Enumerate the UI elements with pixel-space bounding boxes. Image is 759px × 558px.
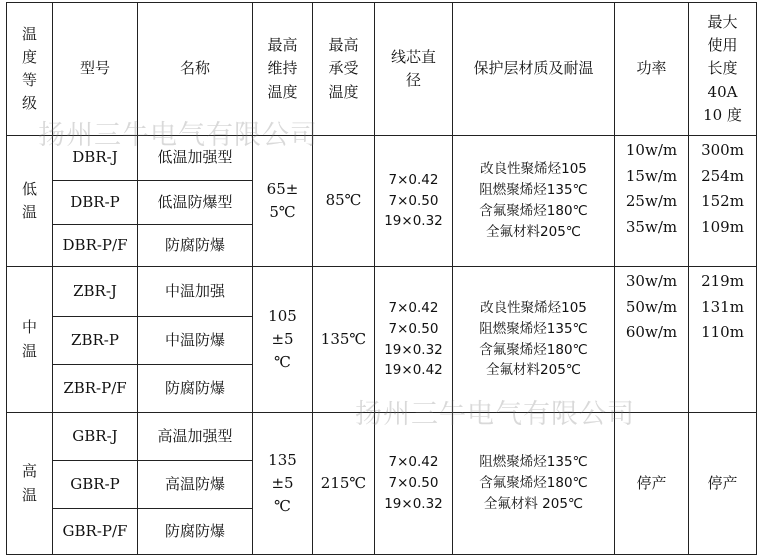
header-name: 名称 <box>138 3 253 136</box>
name-cell: 高温防爆 <box>138 461 253 509</box>
model-cell: DBR-J <box>53 136 138 181</box>
name-cell: 防腐防爆 <box>138 225 253 267</box>
name-cell: 低温加强型 <box>138 136 253 181</box>
core-diameter-cell: 7×0.42 7×0.50 19×0.32 19×0.42 <box>375 267 453 413</box>
name-cell: 防腐防爆 <box>138 509 253 555</box>
table-row <box>7 267 757 317</box>
maintain-temp-cell: 65± 5℃ <box>253 136 313 267</box>
sheath-cell: 改良性聚烯烃105 阻燃聚烯烃135℃ 含氟聚烯烃180℃ 全氟材料205℃ <box>453 136 615 267</box>
model-cell: GBR-J <box>53 413 138 461</box>
core-diameter-cell: 7×0.42 7×0.50 19×0.32 <box>375 136 453 267</box>
header-sheath: 保护层材质及耐温 <box>453 3 615 136</box>
core-diameter-cell: 7×0.42 7×0.50 19×0.32 <box>375 413 453 555</box>
header-core-diameter: 线芯直 径 <box>375 3 453 136</box>
length-cell: 停产 <box>689 413 757 555</box>
table-row <box>7 413 757 461</box>
header-max-length: 最大 使用 长度 40A 10 度 <box>689 3 757 136</box>
length-cell: 219m 131m 110m <box>689 267 757 413</box>
power-cell: 10w/m 15w/m 25w/m 35w/m <box>615 136 689 267</box>
withstand-temp-cell: 215℃ <box>313 413 375 555</box>
header-row <box>7 3 757 136</box>
sheath-cell: 阻燃聚烯烃135℃ 含氟聚烯烃180℃ 全氟材料 205℃ <box>453 413 615 555</box>
model-cell: DBR-P/F <box>53 225 138 267</box>
header-max-withstand-temp: 最高 承受 温度 <box>313 3 375 136</box>
model-cell: DBR-P <box>53 181 138 225</box>
name-cell: 高温加强型 <box>138 413 253 461</box>
name-cell: 防腐防爆 <box>138 365 253 413</box>
model-cell: GBR-P <box>53 461 138 509</box>
maintain-temp-cell: 105 ±5 ℃ <box>253 267 313 413</box>
withstand-temp-cell: 135℃ <box>313 267 375 413</box>
header-grade: 温 度 等 级 <box>7 3 53 136</box>
model-cell: ZBR-P/F <box>53 365 138 413</box>
model-cell: GBR-P/F <box>53 509 138 555</box>
watermark-text: 扬州三牛电气有限公司 <box>38 120 318 151</box>
name-cell: 中温防爆 <box>138 317 253 365</box>
power-cell: 30w/m 50w/m 60w/m <box>615 267 689 413</box>
length-cell: 300m 254m 152m 109m <box>689 136 757 267</box>
model-cell: ZBR-P <box>53 317 138 365</box>
spec-table <box>6 2 757 555</box>
table-row <box>7 136 757 181</box>
header-power: 功率 <box>615 3 689 136</box>
grade-cell-medium: 中 温 <box>7 267 53 413</box>
header-max-maintain-temp: 最高 维持 温度 <box>253 3 313 136</box>
name-cell: 中温加强 <box>138 267 253 317</box>
name-cell: 低温防爆型 <box>138 181 253 225</box>
sheath-cell: 改良性聚烯烃105 阻燃聚烯烃135℃ 含氟聚烯烃180℃ 全氟材料205℃ <box>453 267 615 413</box>
watermark-text: 扬州三牛电气有限公司 <box>355 399 635 430</box>
grade-cell-low: 低 温 <box>7 136 53 267</box>
model-cell: ZBR-J <box>53 267 138 317</box>
power-cell: 停产 <box>615 413 689 555</box>
maintain-temp-cell: 135 ±5 ℃ <box>253 413 313 555</box>
grade-cell-high: 高 温 <box>7 413 53 555</box>
withstand-temp-cell: 85℃ <box>313 136 375 267</box>
header-model: 型号 <box>53 3 138 136</box>
